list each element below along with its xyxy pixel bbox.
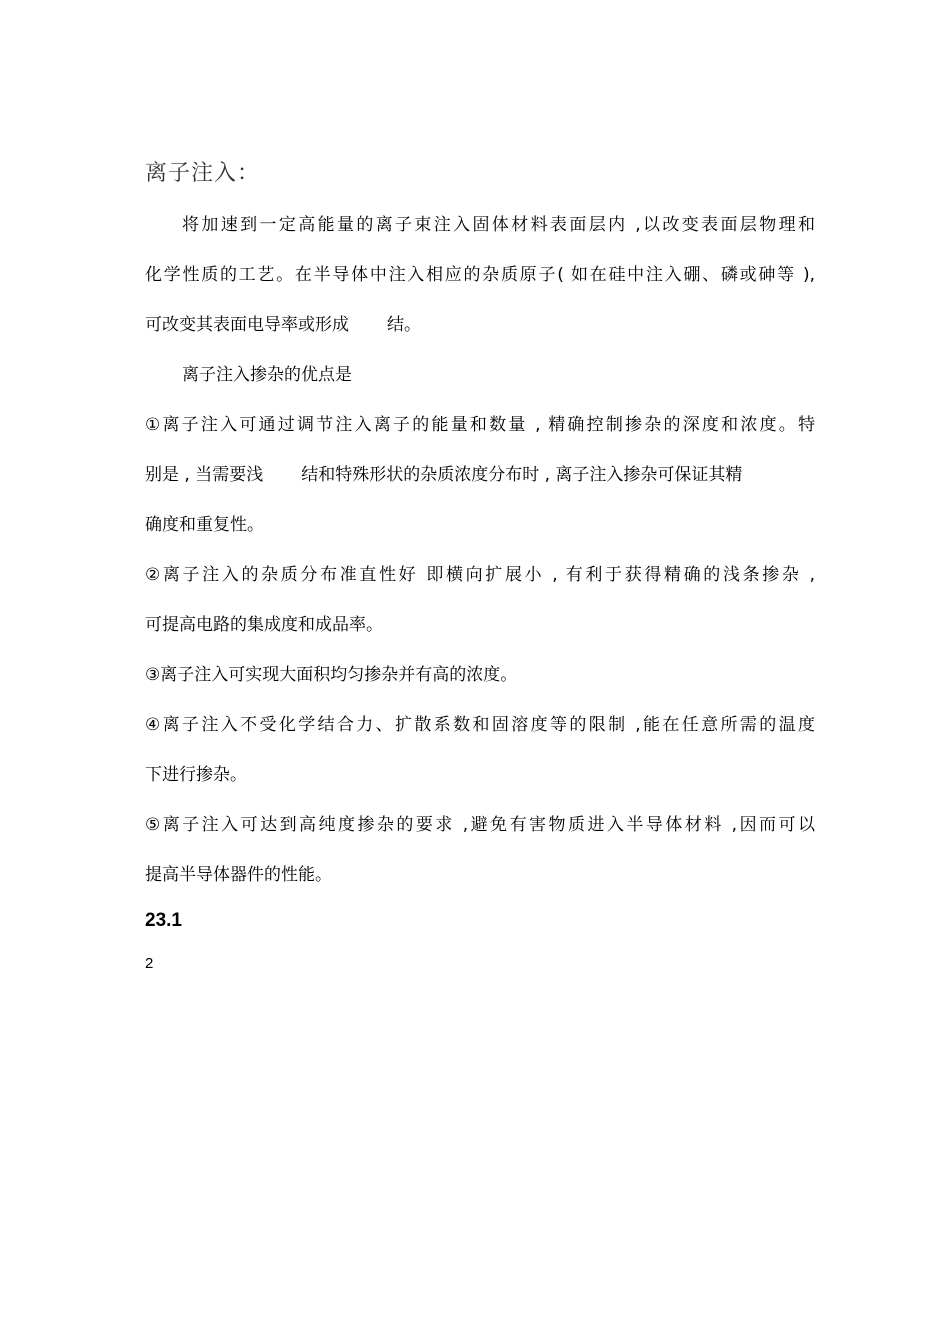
- point-1-line-1: ①离子注入可通过调节注入离子的能量和数量 , 精确控制掺杂的深度和浓度。特: [145, 415, 815, 435]
- intro-line-3-part-b: 结。: [387, 315, 421, 335]
- intro-line-3-part-a: 可改变其表面电导率或形成: [145, 315, 349, 335]
- point-5-line-2: 提高半导体器件的性能。: [145, 865, 332, 885]
- page-number: 2: [145, 955, 154, 972]
- point-1-line-3: 确度和重复性。: [145, 515, 264, 535]
- intro-line-3: [145, 314, 815, 336]
- point-2-line-2: 可提高电路的集成度和成品率。: [145, 615, 383, 635]
- section-number: 23.1: [145, 910, 182, 931]
- point-1-line-2: [145, 464, 815, 486]
- point-1-line-2-part-b: 结和特殊形状的杂质浓度分布时 , 离子注入掺杂可保证其精: [301, 465, 743, 485]
- intro-line-1: 将加速到一定高能量的离子束注入固体材料表面层内 ,以改变表面层物理和: [182, 215, 815, 235]
- point-5-line-1: ⑤离子注入可达到高纯度掺杂的要求 ,避免有害物质进入半导体材料 ,因而可以: [145, 815, 815, 835]
- page-title: 离子注入：: [145, 161, 261, 186]
- advantages-heading: 离子注入掺杂的优点是: [182, 365, 352, 385]
- point-1-line-2-part-a: 别是 , 当需要浅: [145, 465, 264, 485]
- point-3-line-1: ③离子注入可实现大面积均匀掺杂并有高的浓度。: [145, 665, 518, 685]
- point-4-line-1: ④离子注入不受化学结合力、扩散系数和固溶度等的限制 ,能在任意所需的温度: [145, 715, 815, 735]
- intro-line-2: 化学性质的工艺。在半导体中注入相应的杂质原子( 如在硅中注入硼、磷或砷等 ),: [145, 265, 815, 285]
- point-4-line-2: 下进行掺杂。: [145, 765, 247, 785]
- point-2-line-1: ②离子注入的杂质分布准直性好 即横向扩展小 , 有利于获得精确的浅条掺杂 ,: [145, 565, 815, 585]
